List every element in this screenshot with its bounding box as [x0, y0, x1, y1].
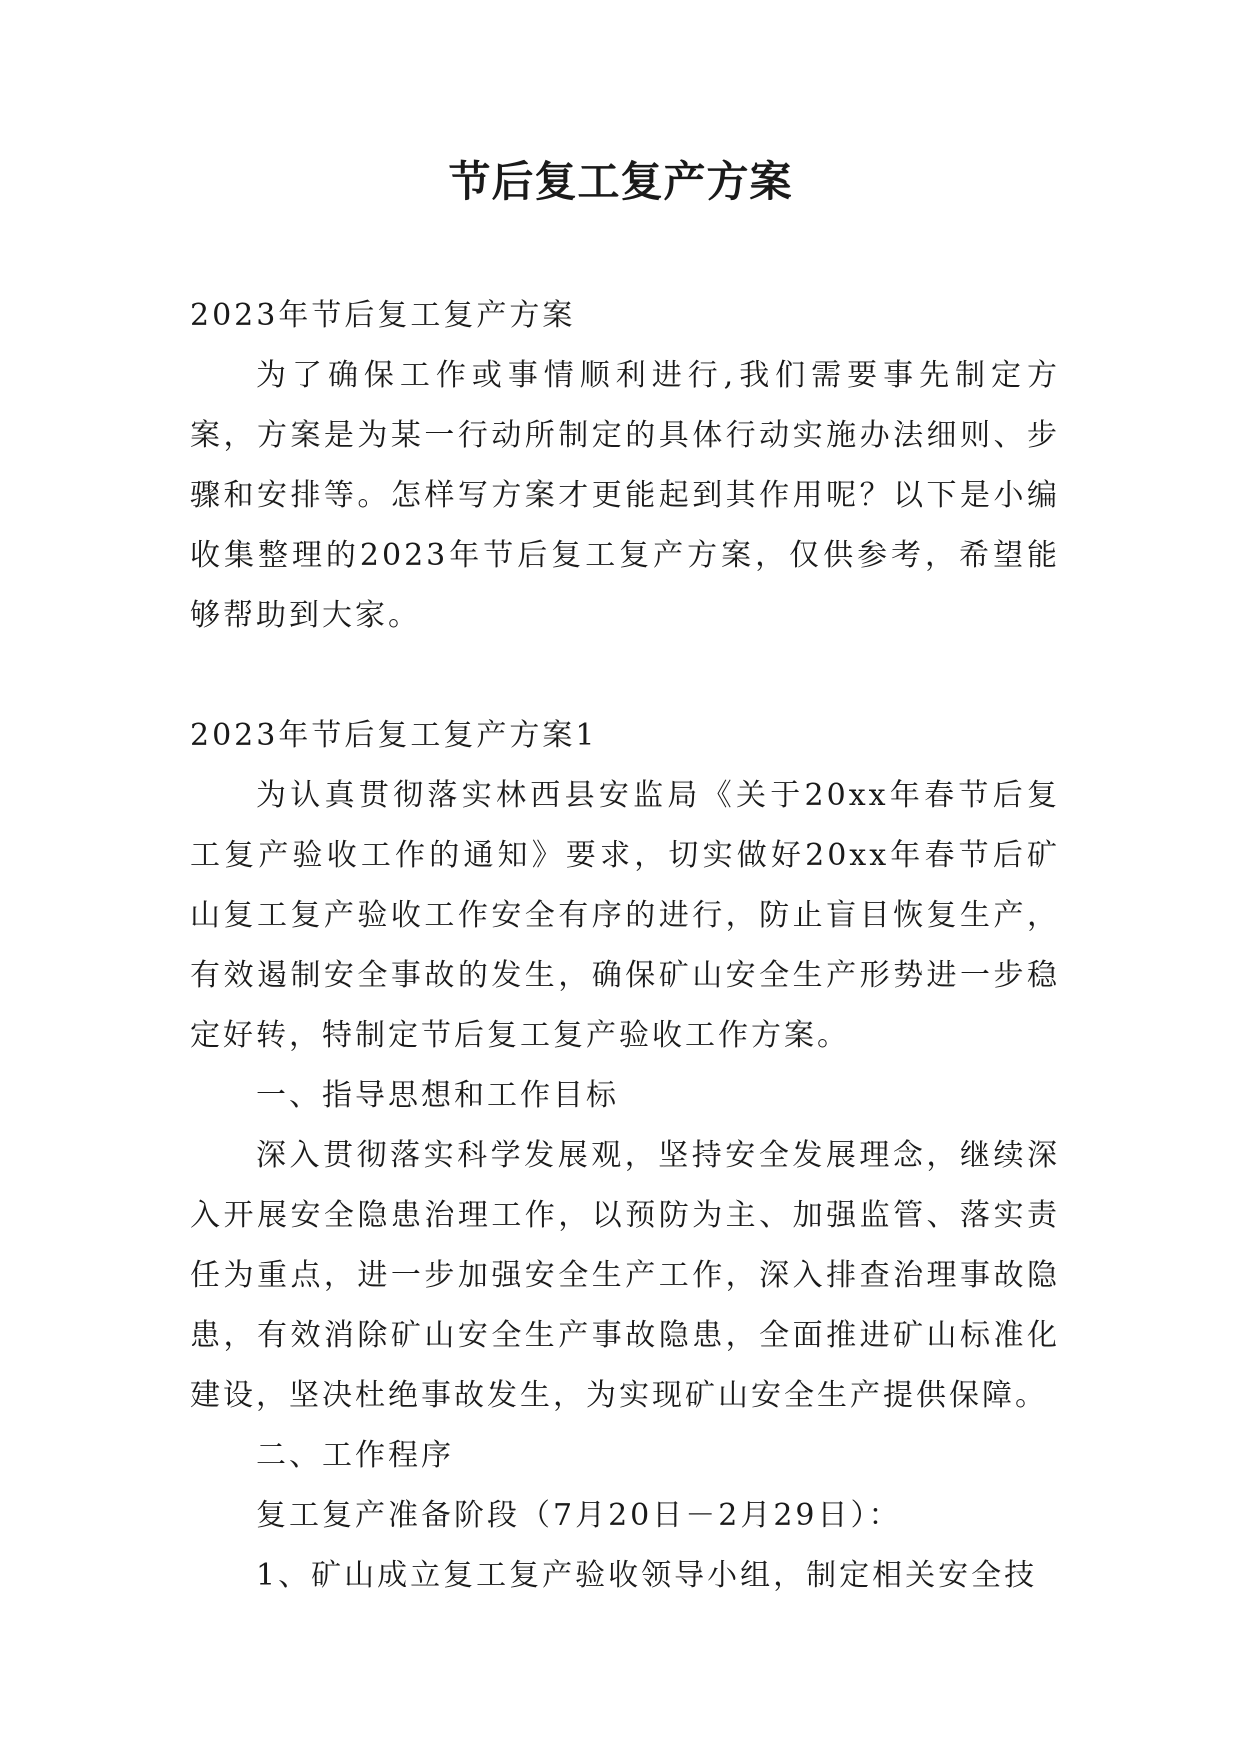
intro-paragraph: 为了确保工作或事情顺利进行,我们需要事先制定方案，方案是为某一行动所制定的具体行动实施办法细则、步骤和安排等。怎样写方案才更能起到其作用呢？以下是小编收集整理的2023年节后复工复产方案，仅供参考，希望能够帮助到大家。 — [190, 358, 1060, 633]
heading-work-procedure: 二、工作程序 — [256, 1438, 454, 1473]
document-title: 节后复工复产方案 — [448, 157, 793, 206]
section-title: 2023年节后复工复产方案1 — [190, 718, 598, 753]
list-item-1: 1、矿山成立复工复产验收领导小组，制定相关安全技 — [256, 1558, 1038, 1593]
heading-guiding-thoughts: 一、指导思想和工作目标 — [256, 1078, 619, 1113]
preparation-stage: 复工复产准备阶段（7月20日－2月29日）： — [256, 1498, 902, 1533]
section-gap — [190, 646, 1060, 706]
document-body — [190, 286, 1060, 1606]
section-intro-paragraph: 为认真贯彻落实林西县安监局《关于20xx年春节后复工复产验收工作的通知》要求，切实做好20xx年春节后矿山复工复产验收工作安全有序的进行，防止盲目恢复生产，有效遏制安全事故的发生，确保矿山安全生产形势进一步稳定好转，特制定节后复工复产验收工作方案。 — [190, 778, 1060, 1053]
document-subtitle: 2023年节后复工复产方案 — [190, 298, 576, 333]
guiding-thoughts-paragraph: 深入贯彻落实科学发展观，坚持安全发展理念，继续深入开展安全隐患治理工作，以预防为主、加强监管、落实责任为重点，进一步加强安全生产工作，深入排查治理事故隐患，有效消除矿山安全生产事故隐患，全面推进矿山标准化建设，坚决杜绝事故发生，为实现矿山安全生产提供保障。 — [190, 1138, 1060, 1413]
